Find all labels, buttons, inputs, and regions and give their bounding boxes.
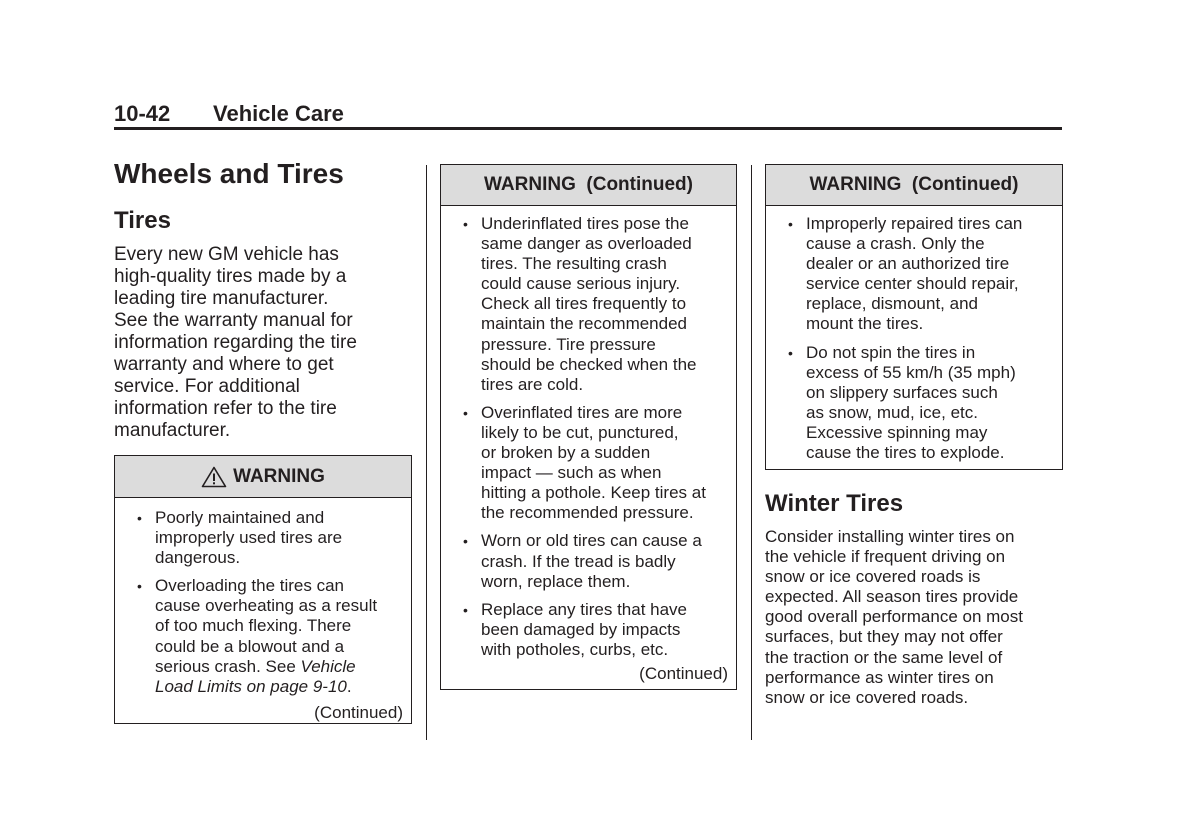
column-divider-right	[751, 165, 752, 740]
list-item-text: Overloading the tires can cause overheating as a result of too much flexing. There could be a blowout and a serious crash. See	[155, 576, 378, 676]
list-item-text: Poorly maintained and improperly used tires are dangerous.	[155, 508, 343, 568]
list-item: • Do not spin the tires in excess of 55 km/h (35 mph) on slippery surfaces such as snow, mud, ice, etc. Excessive spinning may cause the tires to explode.	[788, 342, 1016, 463]
page-number: 10-42	[114, 101, 171, 126]
column-divider-left	[426, 165, 427, 740]
winter-tires-text: Consider installing winter tires on the vehicle if frequent driving on snow or ice covered roads is expected. All season tires provide good overall performance on most surfaces, but they may not offer the traction or the same level of performance as winter tires on snow or ice covered roads.	[765, 527, 1023, 707]
warning-box-header	[115, 456, 411, 498]
warning-list-left	[115, 508, 411, 697]
warning-box-header: WARNING (Continued)	[766, 165, 1062, 206]
header-rule	[114, 127, 1062, 130]
tires-intro-text: Every new GM vehicle has high-quality tires made by a leading tire manufacturer. See the warranty manual for information regarding the tire warranty and where to get service. For additional information refer to the tire manufacturer.	[114, 244, 357, 441]
list-item: • Overloading the tires can cause overheating as a result of too much flexing. There could be a blowout and a serious crash. See Vehicle Load Limits on page 9-10.	[137, 576, 378, 696]
continued-label: (Continued)	[314, 702, 403, 722]
page-title: Wheels and Tires	[114, 158, 344, 189]
section-title: Vehicle Care	[213, 101, 344, 126]
list-item-text: Worn or old tires can cause a crash. If the tread is badly worn, replace them.	[481, 531, 702, 591]
list-item-text: Replace any tires that have been damaged by impacts with potholes, curbs, etc.	[481, 599, 688, 659]
list-item: • Overinflated tires are more likely to be cut, punctured, or broken by a sudden impact — such as when hitting a pothole. Keep tires at the recommended pressure.	[463, 402, 706, 523]
list-item-text: Overinflated tires are more likely to be cut, punctured, or broken by a sudden impact — such as when hitting a pothole. Keep tires at the recommended pressure.	[481, 402, 706, 523]
warning-box-right	[765, 164, 1063, 470]
subtitle-tires: Tires	[114, 207, 171, 234]
cross-reference-vehicle: Vehicle	[300, 656, 356, 676]
list-item-text: Underinflated tires pose the same danger as overloaded tires. The resulting crash could cause serious injury. Check all tires frequently to maintain the recommended pressure. Tire pressure should be checked when the tires are cold.	[481, 214, 697, 394]
cross-reference-load-limits: Load Limits on page 9-10	[155, 676, 347, 696]
list-item: • Underinflated tires pose the same danger as overloaded tires. The resulting crash could cause serious injury. Check all tires frequently to maintain the recommended pressure. Tire pressure should be checked when the tires are cold.	[463, 214, 697, 394]
list-item-text: Improperly repaired tires can cause a crash. Only the dealer or an authorized tire service center should repair, replace, dismount, and mount the tires.	[806, 214, 1023, 334]
warning-box-header: WARNING (Continued)	[441, 165, 736, 206]
continued-label: (Continued)	[639, 663, 728, 683]
list-item: • Improperly repaired tires can cause a crash. Only the dealer or an authorized tire service center should repair, replace, dismount, and mount the tires.	[788, 214, 1023, 334]
list-item-period: .	[346, 676, 352, 696]
warning-box-middle	[440, 164, 737, 690]
warning-triangle-icon	[201, 466, 227, 488]
list-item: • Replace any tires that have been damaged by impacts with potholes, curbs, etc.	[463, 599, 688, 659]
warning-list-middle	[441, 214, 736, 660]
list-item: • Poorly maintained and improperly used tires are dangerous.	[137, 508, 343, 568]
warning-list-right	[766, 214, 1062, 463]
page-header	[114, 101, 1062, 127]
list-item: • Worn or old tires can cause a crash. If the tread is badly worn, replace them.	[463, 531, 702, 591]
list-item-text: Do not spin the tires in excess of 55 km/h (35 mph) on slippery surfaces such as snow, mud, ice, etc. Excessive spinning may cause the tires to explode.	[806, 342, 1016, 463]
subtitle-winter-tires: Winter Tires	[765, 490, 904, 517]
warning-box-left	[114, 455, 412, 724]
warning-box-header-label: WARNING	[233, 465, 325, 487]
